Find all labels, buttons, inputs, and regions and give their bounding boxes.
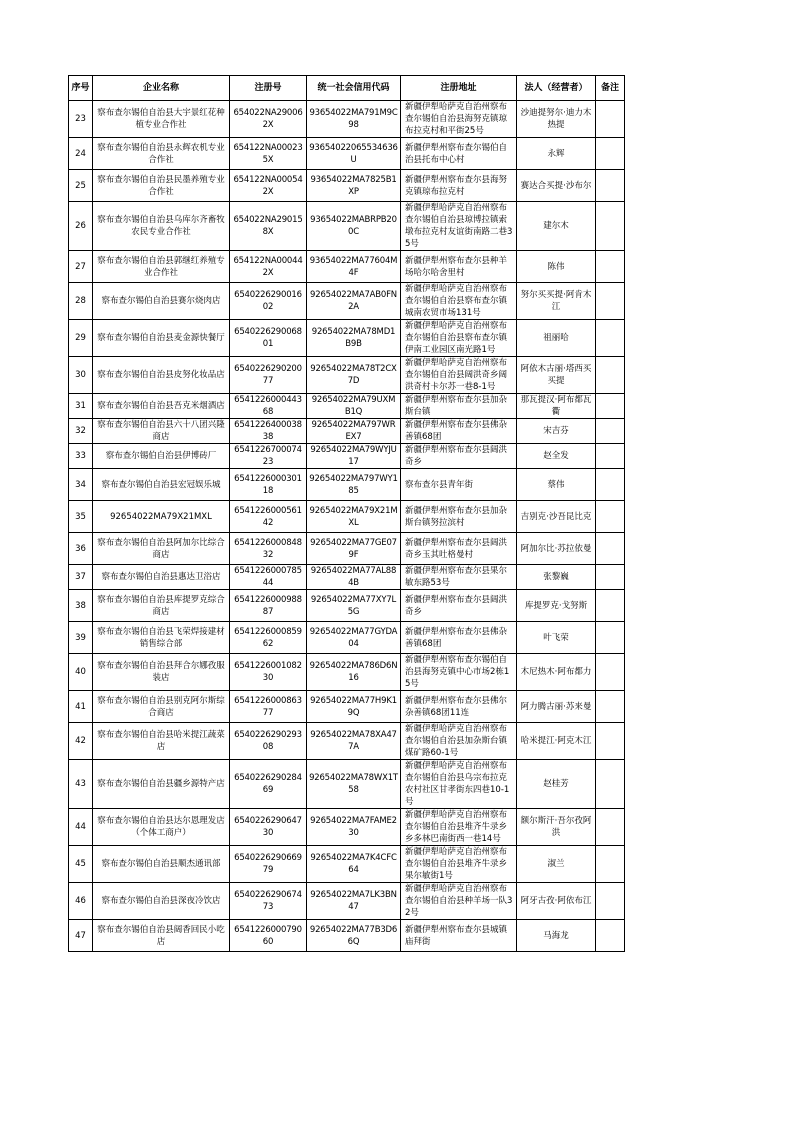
legal-person: 赛达合买提·沙布尔 xyxy=(517,170,596,202)
row-index: 36 xyxy=(69,533,93,565)
legal-person: 建尔木 xyxy=(517,202,596,251)
row-index: 45 xyxy=(69,846,93,883)
table-row xyxy=(69,202,625,251)
header-registration-number: 注册号 xyxy=(230,76,307,101)
remarks xyxy=(596,444,625,469)
credit-code: 92654022MA797WREX7 xyxy=(307,419,401,444)
credit-code: 92654022MA7AB0FN2A xyxy=(307,283,401,320)
header-credit-code: 统一社会信用代码 xyxy=(307,76,401,101)
credit-code: 92654022MA7FAME230 xyxy=(307,809,401,846)
row-index: 46 xyxy=(69,883,93,920)
registration-number: 654122600079060 xyxy=(230,920,307,952)
registration-number: 654022629020077 xyxy=(230,357,307,394)
table-row xyxy=(69,444,625,469)
legal-person: 陈伟 xyxy=(517,251,596,283)
registration-number: 654122600085962 xyxy=(230,622,307,654)
row-index: 28 xyxy=(69,283,93,320)
registered-address: 新疆伊犁哈萨克自治州察布查尔锡伯自治县加杂斯台镇煤矿路60-1号 xyxy=(401,723,517,760)
remarks xyxy=(596,883,625,920)
header-legal-person: 法人（经营者） xyxy=(517,76,596,101)
remarks xyxy=(596,419,625,444)
legal-person: 马海龙 xyxy=(517,920,596,952)
registered-address: 新疆伊犁州察布查尔县阔洪奇乡 xyxy=(401,444,517,469)
registration-number: 654122600108230 xyxy=(230,654,307,691)
remarks xyxy=(596,101,625,138)
company-name: 察布查尔锡伯自治县麦金源快餐厅 xyxy=(93,320,230,357)
remarks xyxy=(596,501,625,533)
registration-number: 654122NA000442X xyxy=(230,251,307,283)
row-index: 44 xyxy=(69,809,93,846)
registration-number: 654022629067473 xyxy=(230,883,307,920)
remarks xyxy=(596,590,625,622)
legal-person: 木尼热木·阿布都力 xyxy=(517,654,596,691)
table-row xyxy=(69,320,625,357)
remarks xyxy=(596,654,625,691)
table-row xyxy=(69,691,625,723)
registered-address: 新疆伊犁哈萨克自治州察布查尔锡伯自治县察布查尔镇城南农贸市场131号 xyxy=(401,283,517,320)
registered-address: 新疆伊犁哈萨克自治州察布查尔锡伯自治县堆齐牛录乡果尔敏街1号 xyxy=(401,846,517,883)
table-row xyxy=(69,283,625,320)
table-row xyxy=(69,170,625,202)
remarks xyxy=(596,809,625,846)
registration-number: 654122600086377 xyxy=(230,691,307,723)
remarks xyxy=(596,533,625,565)
legal-person: 祖丽哈 xyxy=(517,320,596,357)
table-row xyxy=(69,138,625,170)
credit-code: 92654022MA79WYJU17 xyxy=(307,444,401,469)
registration-number: 654022629029308 xyxy=(230,723,307,760)
company-name: 察布查尔锡伯自治县顺杰通讯部 xyxy=(93,846,230,883)
company-name: 察布查尔锡伯自治县大宇景红花种植专业合作社 xyxy=(93,101,230,138)
legal-person: 宋吉芬 xyxy=(517,419,596,444)
legal-person: 沙迪提努尔·迪力木热提 xyxy=(517,101,596,138)
registration-number: 654022629001602 xyxy=(230,283,307,320)
credit-code: 92654022MA77XY7L5G xyxy=(307,590,401,622)
row-index: 35 xyxy=(69,501,93,533)
row-index: 26 xyxy=(69,202,93,251)
legal-person: 叶飞荣 xyxy=(517,622,596,654)
registered-address: 新疆伊犁州察布查尔县佛杂善镇68团 xyxy=(401,622,517,654)
row-index: 47 xyxy=(69,920,93,952)
company-name: 察布查尔锡伯自治县吾克米烟酒店 xyxy=(93,394,230,419)
remarks xyxy=(596,565,625,590)
registered-address: 新疆伊犁哈萨克自治州察布查尔锡伯自治县察布查尔镇伊南工业园区南光路1号 xyxy=(401,320,517,357)
table-row xyxy=(69,357,625,394)
legal-person: 赵全发 xyxy=(517,444,596,469)
remarks xyxy=(596,920,625,952)
table-row xyxy=(69,251,625,283)
row-index: 32 xyxy=(69,419,93,444)
remarks xyxy=(596,846,625,883)
credit-code: 92654022MA7K4CFC64 xyxy=(307,846,401,883)
company-name: 察布查尔锡伯自治县民墨养殖专业合作社 xyxy=(93,170,230,202)
company-name: 察布查尔锡伯自治县郭继红养殖专业合作社 xyxy=(93,251,230,283)
company-name: 察布查尔锡伯自治县阔香回民小吃店 xyxy=(93,920,230,952)
registration-number: 654122600056142 xyxy=(230,501,307,533)
remarks xyxy=(596,170,625,202)
registration-number: 654122640003838 xyxy=(230,419,307,444)
remarks xyxy=(596,469,625,501)
table-row xyxy=(69,394,625,419)
company-name: 察布查尔锡伯自治县阿加尔比综合商店 xyxy=(93,533,230,565)
credit-code: 92654022MA78T2CX7D xyxy=(307,357,401,394)
registration-number: 654122NA000235X xyxy=(230,138,307,170)
registration-number: 654022NA290062X xyxy=(230,101,307,138)
row-index: 25 xyxy=(69,170,93,202)
row-index: 37 xyxy=(69,565,93,590)
registered-address: 新疆伊犁州察布查尔县城镇庙拜街 xyxy=(401,920,517,952)
registration-number: 654122600044368 xyxy=(230,394,307,419)
remarks xyxy=(596,394,625,419)
registration-number: 654122600078544 xyxy=(230,565,307,590)
company-name: 察布查尔锡伯自治县别克阿尔斯综合商店 xyxy=(93,691,230,723)
enterprise-table xyxy=(68,75,625,952)
registered-address: 新疆伊犁哈萨克自治州察布查尔锡伯自治县种羊场一队32号 xyxy=(401,883,517,920)
company-name: 察布查尔锡伯自治县宏冠娱乐城 xyxy=(93,469,230,501)
registration-number: 654022629028469 xyxy=(230,760,307,809)
credit-code: 92654022MA78WX1T58 xyxy=(307,760,401,809)
table-row xyxy=(69,809,625,846)
company-name: 察布查尔锡伯自治县永辉农机专业合作社 xyxy=(93,138,230,170)
header-index: 序号 xyxy=(69,76,93,101)
company-name: 察布查尔锡伯自治县飞荣焊接建材销售综合部 xyxy=(93,622,230,654)
legal-person: 那瓦提汉·阿布都瓦衢 xyxy=(517,394,596,419)
table-row xyxy=(69,723,625,760)
row-index: 33 xyxy=(69,444,93,469)
registered-address: 新疆伊犁州察布查尔县果尔敏东路53号 xyxy=(401,565,517,590)
registration-number: 654122600084832 xyxy=(230,533,307,565)
credit-code: 92654022MA77H9K19Q xyxy=(307,691,401,723)
company-name: 察布查尔锡伯自治县六十八团兴隆商店 xyxy=(93,419,230,444)
registered-address: 新疆伊犁哈萨克自治州察布查尔锡伯自治县乌宗布拉克农村社区甘孝街东四巷10-1号 xyxy=(401,760,517,809)
registered-address: 新疆伊犁州察布查尔县种羊场哈尔哈舍里村 xyxy=(401,251,517,283)
registration-number: 654022629064730 xyxy=(230,809,307,846)
row-index: 31 xyxy=(69,394,93,419)
company-name: 察布查尔锡伯自治县达尔恩理发店（个体工商户） xyxy=(93,809,230,846)
legal-person: 淑兰 xyxy=(517,846,596,883)
row-index: 38 xyxy=(69,590,93,622)
company-name: 察布查尔锡伯自治县拜合尔娜孜服装店 xyxy=(93,654,230,691)
registered-address: 新疆伊犁哈萨克自治州察布查尔锡伯自治县海努克镇琼布拉克村和平街25号 xyxy=(401,101,517,138)
registered-address: 新疆伊犁州察布查尔县阔洪奇乡 xyxy=(401,590,517,622)
legal-person: 阿依木古丽·塔西买买提 xyxy=(517,357,596,394)
registered-address: 察布查尔县青年街 xyxy=(401,469,517,501)
legal-person: 永辉 xyxy=(517,138,596,170)
table-row xyxy=(69,920,625,952)
legal-person: 张黎巍 xyxy=(517,565,596,590)
company-name: 察布查尔锡伯自治县深夜冷饮店 xyxy=(93,883,230,920)
row-index: 30 xyxy=(69,357,93,394)
company-name: 察布查尔锡伯自治县库提罗克综合商店 xyxy=(93,590,230,622)
credit-code: 92654022MA77B3D66Q xyxy=(307,920,401,952)
company-name: 察布查尔锡伯自治县疆乡源特产店 xyxy=(93,760,230,809)
credit-code: 93654022065534636U xyxy=(307,138,401,170)
remarks xyxy=(596,251,625,283)
remarks xyxy=(596,320,625,357)
legal-person: 阿加尔比·苏拉依曼 xyxy=(517,533,596,565)
remarks xyxy=(596,723,625,760)
registered-address: 新疆伊犁州察布查尔锡伯自治县托布中心村 xyxy=(401,138,517,170)
legal-person: 吉别克·沙吾昆比克 xyxy=(517,501,596,533)
credit-code: 92654022MA77AL884B xyxy=(307,565,401,590)
company-name: 察布查尔锡伯自治县乌库尔齐畜牧农民专业合作社 xyxy=(93,202,230,251)
company-name: 察布查尔锡伯自治县赛尔烧肉店 xyxy=(93,283,230,320)
row-index: 27 xyxy=(69,251,93,283)
credit-code: 93654022MA7825B1XP xyxy=(307,170,401,202)
credit-code: 92654022MA786D6N16 xyxy=(307,654,401,691)
table-row xyxy=(69,419,625,444)
remarks xyxy=(596,691,625,723)
registration-number: 654122NA000542X xyxy=(230,170,307,202)
remarks xyxy=(596,138,625,170)
company-name: 92654022MA79X21MXL xyxy=(93,501,230,533)
legal-person: 努尔买买提·阿肯木江 xyxy=(517,283,596,320)
credit-code: 93654022MABRPB200C xyxy=(307,202,401,251)
registered-address: 新疆伊犁州察布查尔县阔洪奇乡玉其吐格曼村 xyxy=(401,533,517,565)
row-index: 42 xyxy=(69,723,93,760)
company-name: 察布查尔锡伯自治县惠达卫浴店 xyxy=(93,565,230,590)
legal-person: 赵桂芳 xyxy=(517,760,596,809)
row-index: 29 xyxy=(69,320,93,357)
credit-code: 92654022MA79UXMB1Q xyxy=(307,394,401,419)
remarks xyxy=(596,283,625,320)
remarks xyxy=(596,357,625,394)
row-index: 41 xyxy=(69,691,93,723)
company-name: 察布查尔锡伯自治县皮努化妆品店 xyxy=(93,357,230,394)
header-row xyxy=(69,76,625,101)
registration-number: 654022629066979 xyxy=(230,846,307,883)
remarks xyxy=(596,202,625,251)
table-row xyxy=(69,590,625,622)
registered-address: 新疆伊犁哈萨克自治州察布查尔锡伯自治县堆齐牛录乡乡多林巴南街西一巷14号 xyxy=(401,809,517,846)
registered-address: 新疆伊犁州察布查尔县佛杂善镇68团 xyxy=(401,419,517,444)
table-row xyxy=(69,654,625,691)
company-name: 察布查尔锡伯自治县伊博砖厂 xyxy=(93,444,230,469)
remarks xyxy=(596,760,625,809)
row-index: 43 xyxy=(69,760,93,809)
table-row xyxy=(69,846,625,883)
credit-code: 92654022MA7LK3BN47 xyxy=(307,883,401,920)
table-row xyxy=(69,565,625,590)
registered-address: 新疆伊犁哈萨克自治州察布查尔锡伯自治县阔洪奇乡阔洪奇村卡尔苏一巷8-1号 xyxy=(401,357,517,394)
row-index: 40 xyxy=(69,654,93,691)
legal-person: 阿牙古孜·阿依布江 xyxy=(517,883,596,920)
registered-address: 新疆伊犁州察布查尔县加杂斯台镇努拉滨村 xyxy=(401,501,517,533)
credit-code: 92654022MA78XA477A xyxy=(307,723,401,760)
credit-code: 92654022MA77GE079F xyxy=(307,533,401,565)
legal-person: 额尔斯汗·吾尔孜阿洪 xyxy=(517,809,596,846)
legal-person: 蔡伟 xyxy=(517,469,596,501)
table-row xyxy=(69,883,625,920)
credit-code: 92654022MA77GYDA04 xyxy=(307,622,401,654)
registered-address: 新疆伊犁州察布查尔县佛尔杂善镇68团11连 xyxy=(401,691,517,723)
legal-person: 哈米提江·阿克木江 xyxy=(517,723,596,760)
registration-number: 654122670007423 xyxy=(230,444,307,469)
credit-code: 92654022MA79X21MXL xyxy=(307,501,401,533)
row-index: 34 xyxy=(69,469,93,501)
legal-person: 阿力腾古丽·苏来曼 xyxy=(517,691,596,723)
remarks xyxy=(596,622,625,654)
registration-number: 654022629006801 xyxy=(230,320,307,357)
row-index: 24 xyxy=(69,138,93,170)
credit-code: 92654022MA78MD1B9B xyxy=(307,320,401,357)
table-row xyxy=(69,760,625,809)
registration-number: 654122600030118 xyxy=(230,469,307,501)
table-row xyxy=(69,501,625,533)
credit-code: 93654022MA791M9C98 xyxy=(307,101,401,138)
table-row xyxy=(69,533,625,565)
legal-person: 库提罗克·戈努斯 xyxy=(517,590,596,622)
table-row xyxy=(69,622,625,654)
row-index: 39 xyxy=(69,622,93,654)
registration-number: 654022NA290158X xyxy=(230,202,307,251)
registered-address: 新疆伊犁州察布查尔县加杂斯台镇 xyxy=(401,394,517,419)
table-row xyxy=(69,101,625,138)
registration-number: 654122600098887 xyxy=(230,590,307,622)
header-remarks: 备注 xyxy=(596,76,625,101)
company-name: 察布查尔锡伯自治县哈米提江蔬菜店 xyxy=(93,723,230,760)
credit-code: 92654022MA797WY185 xyxy=(307,469,401,501)
registered-address: 新疆伊犁州察布查尔县海努克镇琼布拉克村 xyxy=(401,170,517,202)
header-company-name: 企业名称 xyxy=(93,76,230,101)
row-index: 23 xyxy=(69,101,93,138)
registered-address: 新疆伊犁哈萨克自治州察布查尔锡伯自治县琼博拉镇索墩布拉克村友谊街南路二巷35号 xyxy=(401,202,517,251)
table-row xyxy=(69,469,625,501)
credit-code: 93654022MA77604M4F xyxy=(307,251,401,283)
header-registered-address: 注册地址 xyxy=(401,76,517,101)
registered-address: 新疆伊犁州察布查尔锡伯自治县海努克镇中心市场2栋15号 xyxy=(401,654,517,691)
